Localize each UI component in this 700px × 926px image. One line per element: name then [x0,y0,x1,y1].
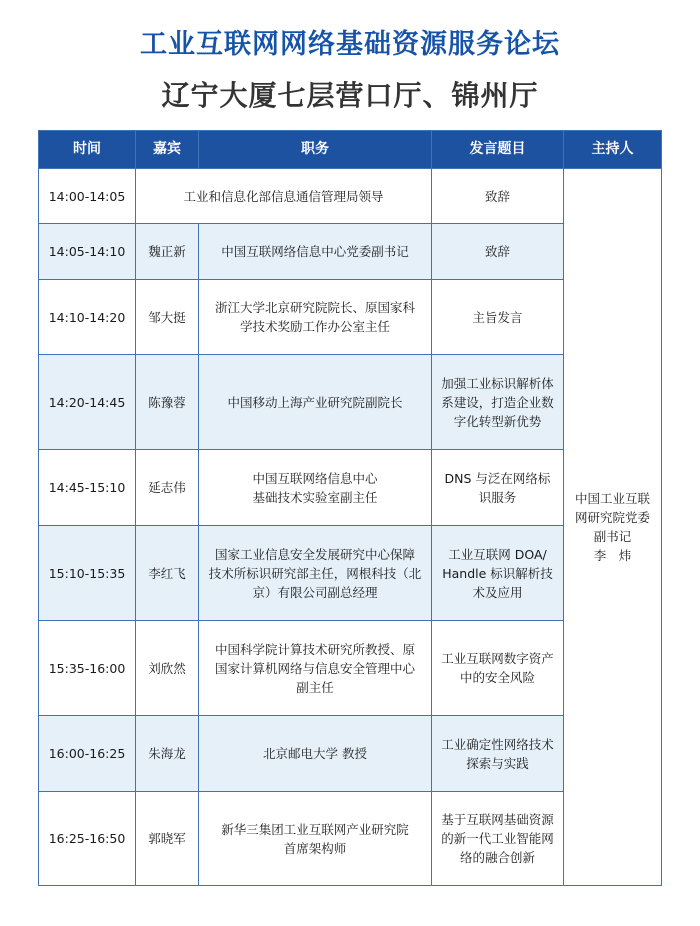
topic-line: 工业互联网 DOA/ [448,546,547,562]
time-cell: 14:00-14:05 [39,169,136,224]
position-cell [199,526,432,621]
position-line: 中国移动上海产业研究院副院长 [227,394,403,410]
position-line: 京）有限公司副总经理 [252,584,378,600]
time-cell: 16:25-16:50 [39,792,136,886]
guest-cell: 李红飞 [136,526,199,621]
column-header-position: 职务 [199,131,432,169]
topic-cell [432,224,564,280]
position-cell [199,792,432,886]
position-line: 工业和信息化部信息通信管理局领导 [183,188,384,204]
topic-line: 术及应用 [472,584,523,600]
position-cell [199,280,432,355]
position-cell [199,355,432,450]
guest-cell: 朱海龙 [136,716,199,792]
time-cell: 16:00-16:25 [39,716,136,792]
topic-line: 的新一代工业智能网 [441,831,554,846]
host-line: 网研究院党委 [574,510,650,525]
position-cell [199,716,432,792]
topic-line: Handle 标识解析技 [442,565,553,581]
topic-line: 加强工业标识解析体 [441,375,554,391]
guest-cell: 郭晓军 [136,792,199,886]
position-line: 中国互联网络信息中心党委副书记 [221,244,409,259]
topic-cell [432,355,564,450]
position-line: 新华三集团工业互联网产业研究院 [221,821,409,837]
topic-cell [432,716,564,792]
topic-line: 基于互联网基础资源 [441,812,554,827]
column-header-time: 时间 [39,131,136,169]
time-cell: 15:10-15:35 [39,526,136,621]
topic-line: 字化转型新优势 [453,413,542,429]
agenda-table [38,130,662,886]
topic-line: 探索与实践 [466,755,529,771]
topic-cell [432,792,564,886]
table-header-row [39,131,662,169]
page-subtitle: 辽宁大厦七层营口厅、锦州厅 [161,79,539,112]
topic-line: 致辞 [484,244,510,259]
topic-cell [432,280,564,355]
column-header-topic: 发言题目 [432,131,564,169]
position-line: 基础技术实验室副主任 [252,489,378,505]
table-row [39,169,662,224]
topic-line: 工业确定性网络技术 [441,736,554,752]
time-cell: 14:05-14:10 [39,224,136,280]
time-cell: 15:35-16:00 [39,621,136,716]
column-header-guest: 嘉宾 [136,131,199,169]
position-cell [199,621,432,716]
position-cell [199,224,432,280]
position-line: 副主任 [296,679,334,695]
topic-cell [432,621,564,716]
guest-cell: 陈豫蓉 [136,355,199,450]
guest-cell: 刘欣然 [136,621,199,716]
host-line: 中国工业互联 [574,491,650,506]
position-cell [136,169,432,224]
guest-cell: 延志伟 [136,450,199,526]
time-cell: 14:10-14:20 [39,280,136,355]
topic-cell [432,450,564,526]
position-line: 技术所标识研究部主任，网根科技（北 [208,565,422,581]
guest-cell: 邹大挺 [136,280,199,355]
topic-line: 主旨发言 [472,309,523,325]
position-line: 首席架构师 [283,840,347,856]
host-name: 李 炜 [593,548,632,563]
position-line: 中国互联网络信息中心 [252,470,378,486]
position-line: 浙江大学北京研究院院长、原国家科 [214,300,415,315]
topic-line: 系建设，打造企业数 [441,394,554,410]
host-cell [564,169,662,886]
time-cell: 14:45-15:10 [39,450,136,526]
topic-line: 工业互联网数字资产 [441,651,554,666]
page-title: 工业互联网网络基础资源服务论坛 [140,29,560,60]
host-line: 副书记 [593,529,632,544]
topic-line: DNS 与泛在网络标 [444,470,551,486]
position-line: 国家工业信息安全发展研究中心保障 [214,546,415,562]
position-line: 学技术奖励工作办公室主任 [239,319,390,334]
column-header-host: 主持人 [564,131,662,169]
time-cell: 14:20-14:45 [39,355,136,450]
guest-cell: 魏正新 [136,224,199,280]
topic-cell [432,169,564,224]
position-line: 北京邮电大学 教授 [263,746,367,761]
topic-line: 中的安全风险 [459,670,535,685]
topic-line: 识服务 [478,489,517,505]
topic-line: 致辞 [484,188,510,204]
position-line: 国家计算机网络与信息安全管理中心 [214,660,415,676]
topic-cell [432,526,564,621]
position-line: 中国科学院计算技术研究所教授、原 [214,641,415,657]
topic-line: 络的融合创新 [459,850,535,865]
position-cell [199,450,432,526]
